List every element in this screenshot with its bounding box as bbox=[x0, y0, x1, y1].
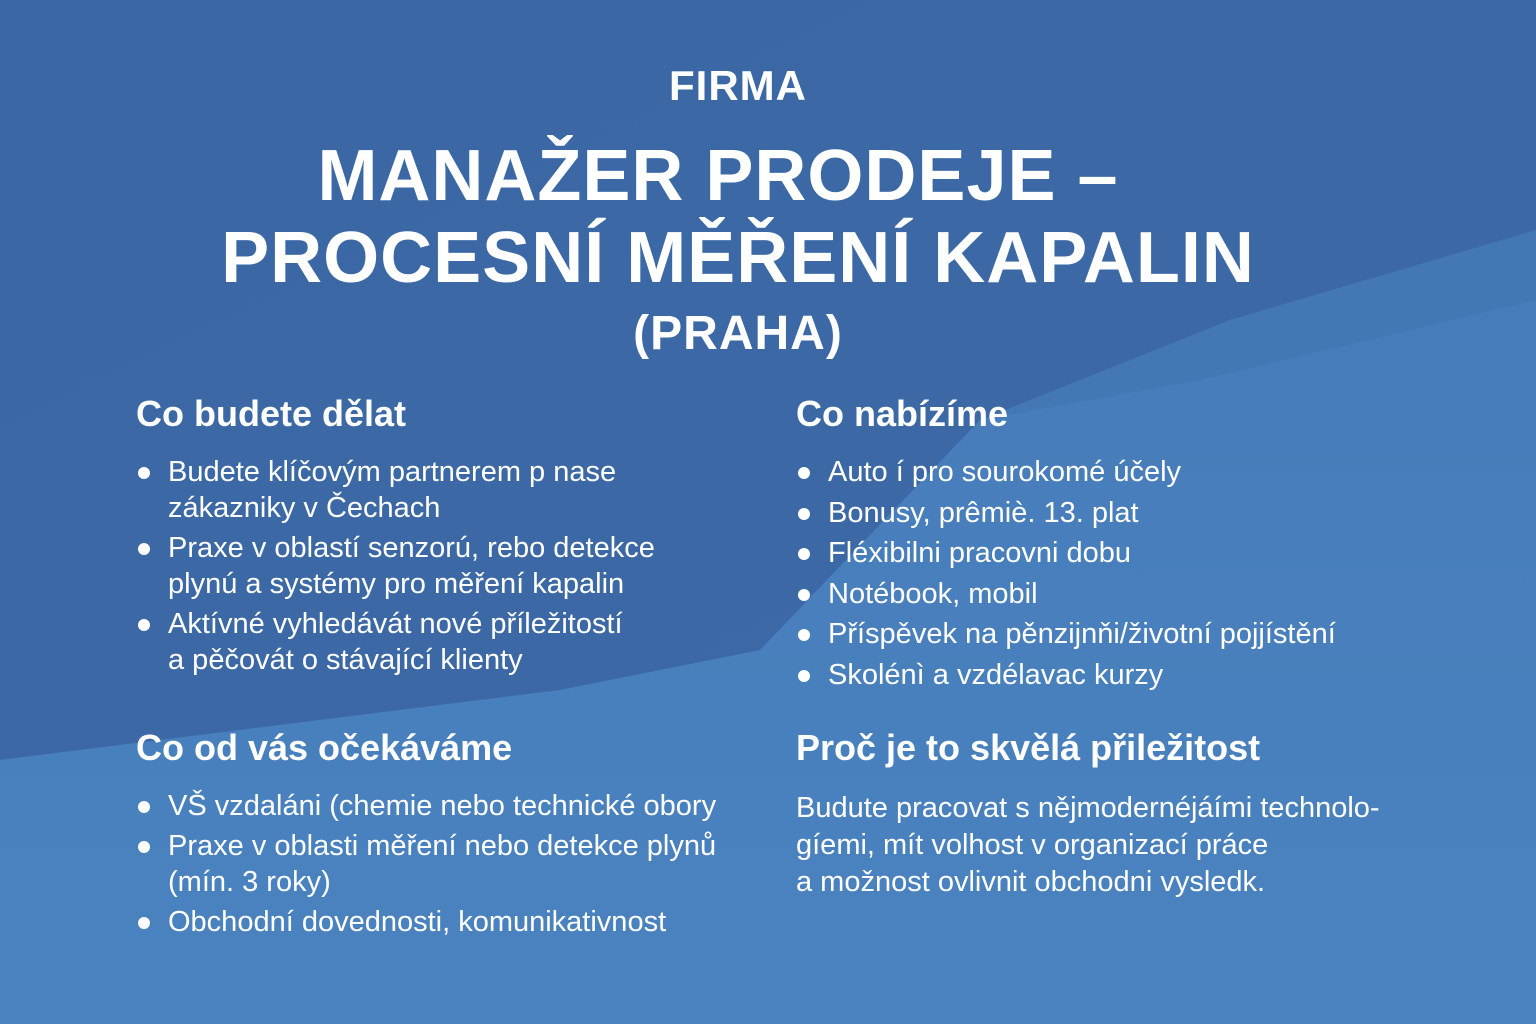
list-item-line: a pěčovát o stávající klienty bbox=[168, 644, 523, 676]
list-item bbox=[796, 616, 1476, 652]
offer-section bbox=[796, 393, 1476, 697]
bullet-icon bbox=[138, 841, 150, 853]
list-item-line: (mín. 3 roky) bbox=[168, 866, 331, 898]
job-title-line-1: MANAŽER PRODEJE – bbox=[317, 136, 1119, 216]
requirements-section bbox=[136, 727, 796, 944]
list-item bbox=[796, 576, 1476, 612]
list-item-line: Obchodní dovednosti, komunikativnost bbox=[168, 906, 667, 938]
list-item-line: Budete klíčovým partnerem p nase bbox=[168, 456, 617, 488]
opportunity-line: Budute pracovat s nějmodernéjáími technolo- bbox=[796, 792, 1380, 824]
opportunity-line: a možnost ovlivnit obchodni vysledk. bbox=[796, 866, 1266, 898]
job-location: (PRAHA) bbox=[633, 307, 843, 360]
list-item bbox=[136, 904, 796, 940]
bullet-icon bbox=[138, 801, 150, 813]
company-name: FIRMA bbox=[669, 62, 807, 109]
list-item bbox=[136, 828, 796, 900]
bullet-icon bbox=[138, 543, 150, 555]
list-item-line: plynú a systémy pro měření kapalin bbox=[168, 568, 625, 600]
list-item-line: VŠ vzdaláni (chemie nebo technické obory bbox=[168, 790, 717, 822]
bullet-icon bbox=[798, 467, 810, 479]
opportunity-heading: Proč je to skvělá přiležitost bbox=[796, 727, 1261, 768]
list-item-text: Skolénì a vzdélavac kurzy bbox=[828, 658, 1164, 691]
duties-heading: Co budete dělat bbox=[136, 393, 407, 434]
list-item bbox=[136, 454, 796, 526]
list-item-text: Fléxibilni pracovni dobu bbox=[828, 537, 1132, 569]
list-item bbox=[136, 606, 796, 678]
requirements-list bbox=[136, 788, 796, 940]
list-item-text: Notébook, mobil bbox=[828, 577, 1038, 610]
bullet-icon bbox=[798, 508, 810, 520]
bullet-icon bbox=[798, 670, 810, 682]
offer-list bbox=[796, 454, 1476, 693]
offer-heading: Co nabízíme bbox=[796, 393, 1009, 434]
bullet-icon bbox=[138, 619, 150, 631]
opportunity-text bbox=[796, 790, 1476, 901]
list-item-line: Praxe v oblastí senzorú, rebo detekce bbox=[168, 532, 655, 564]
duties-list bbox=[136, 454, 796, 678]
bullet-icon bbox=[138, 917, 150, 929]
list-item bbox=[796, 495, 1476, 531]
bullet-icon bbox=[798, 629, 810, 641]
bullet-icon bbox=[798, 548, 810, 560]
bullet-icon bbox=[138, 467, 150, 479]
list-item-text: Příspěvek na pěnzijnňi/životní pojjístění bbox=[828, 618, 1336, 650]
list-item-line: Aktívné vyhledávát nové příležitostí bbox=[168, 608, 623, 640]
list-item-text: Auto í pro sourokomé účely bbox=[828, 456, 1182, 488]
list-item bbox=[136, 530, 796, 602]
list-item bbox=[796, 454, 1476, 490]
opportunity-section bbox=[796, 727, 1476, 901]
opportunity-line: gíemi, mít volhost v organizací práce bbox=[796, 829, 1269, 861]
duties-section bbox=[136, 393, 796, 682]
list-item-line: Praxe v oblasti měření nebo detekce plynů bbox=[168, 830, 717, 862]
list-item bbox=[136, 788, 796, 824]
requirements-heading: Co od vás očekáváme bbox=[136, 727, 513, 768]
list-item bbox=[796, 535, 1476, 571]
list-item bbox=[796, 657, 1476, 693]
bullet-icon bbox=[798, 589, 810, 601]
job-title-line-2: PROCESNÍ MĚŘENÍ KAPALIN bbox=[221, 218, 1255, 298]
list-item-text: Bonusy, prêmiè. 13. plat bbox=[828, 496, 1139, 529]
list-item-line: zákazniky v Čechach bbox=[168, 492, 441, 524]
